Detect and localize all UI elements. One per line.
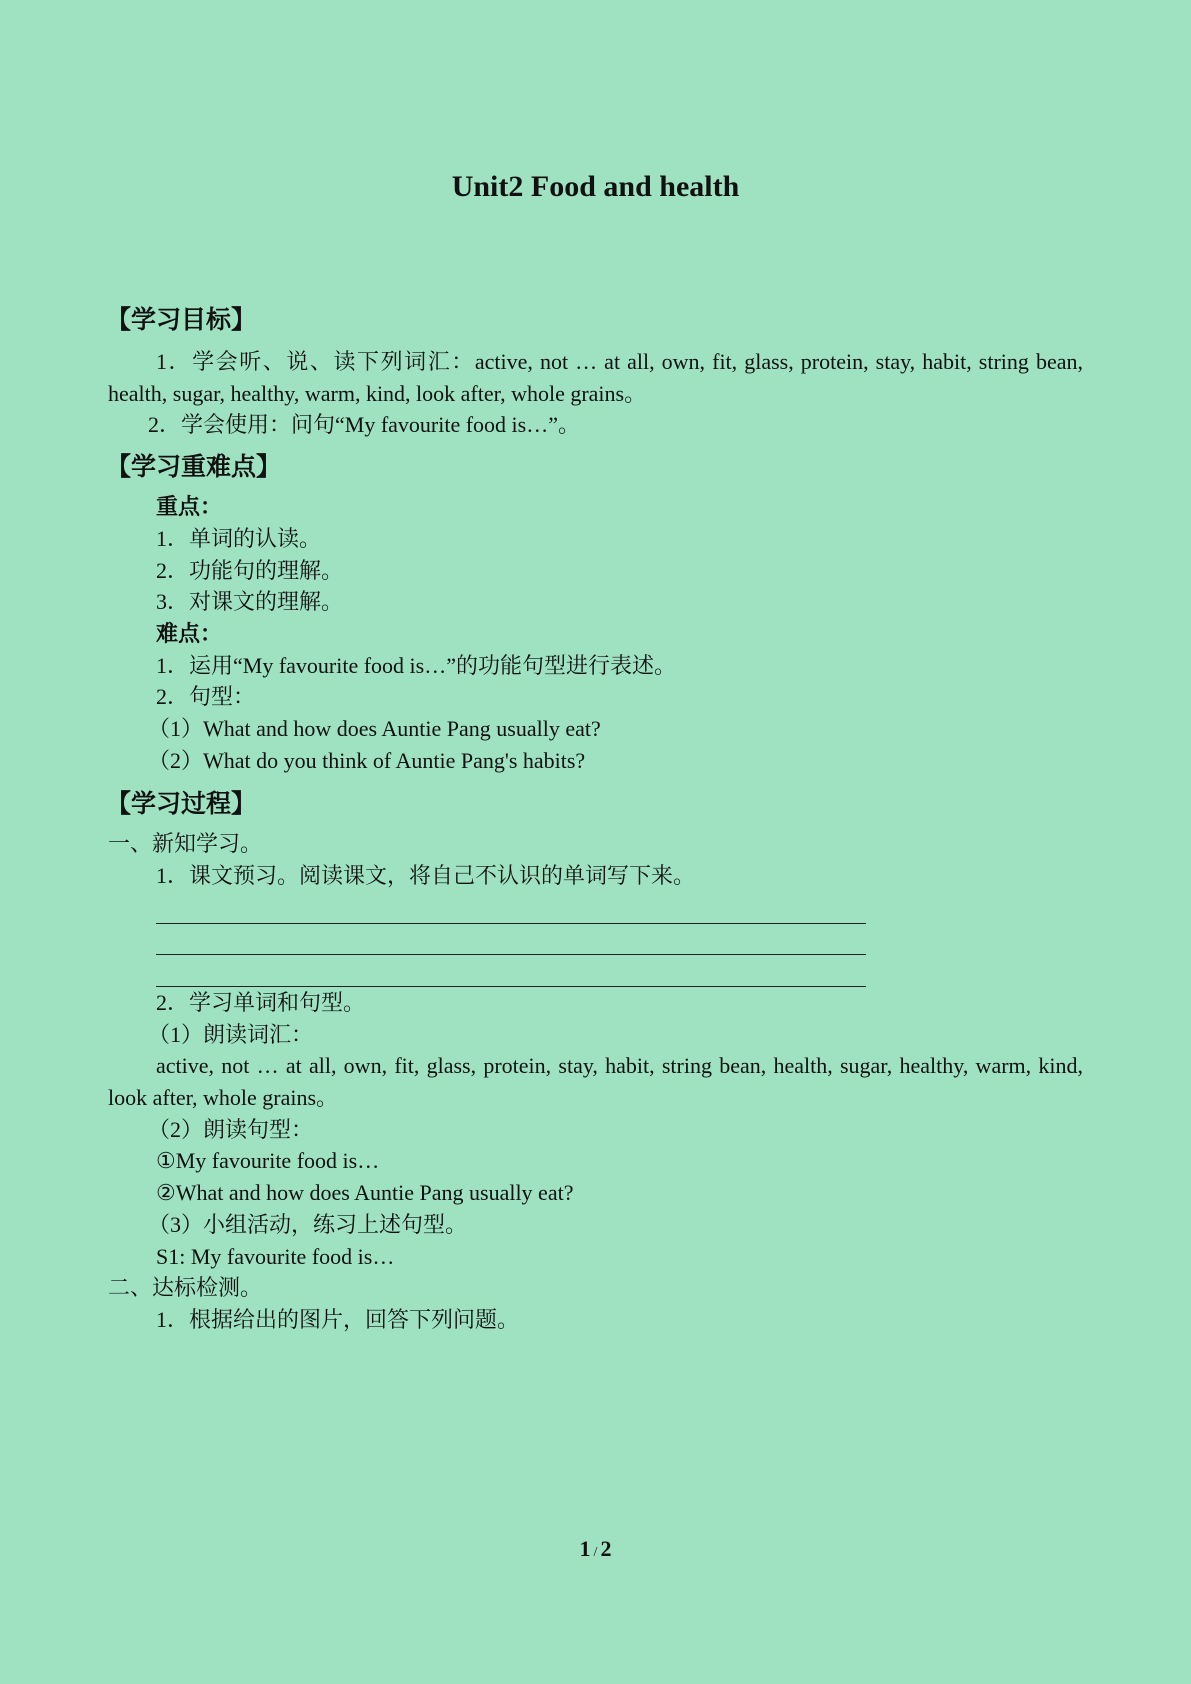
focus-label: 重点：: [156, 494, 223, 520]
test-item-1: 1．根据给出的图片，回答下列问题。: [156, 1306, 520, 1332]
section-heading-process: 【学习过程】: [106, 789, 257, 819]
step-2: 2．学习单词和句型。: [156, 989, 366, 1015]
step-1: 1．课文预习。阅读课文，将自己不认识的单词写下来。: [156, 863, 696, 889]
answer-blank-line[interactable]: [156, 892, 866, 924]
part-1-heading: 一、新知学习。: [108, 831, 263, 857]
sub-step-3: （3）小组活动，练习上述句型。: [148, 1211, 468, 1237]
sentence-pattern-1: （1）What and how does Auntie Pang usually eat?: [148, 716, 601, 742]
sub-step-1: （1）朗读词汇：: [148, 1021, 314, 1047]
objective-item-1: 1．学会听、说、读下列词汇：active, not … at all, own, fit, glass, protein, stay, habit, string bean, health, sugar, healthy, warm, kind, look after, whole grains。: [108, 349, 1083, 406]
pattern-2: ②What and how does Auntie Pang usually eat?: [156, 1180, 574, 1206]
difficulty-item-1: 1．运用“My favourite food is…”的功能句型进行表述。: [156, 652, 676, 678]
part-2-heading: 二、达标检测。: [108, 1275, 263, 1301]
answer-blank-line[interactable]: [156, 955, 866, 987]
sub-step-2: （2）朗读句型：: [148, 1116, 314, 1142]
sentence-pattern-2: （2）What do you think of Auntie Pang's habits?: [148, 747, 586, 773]
difficulty-label: 难点：: [156, 620, 223, 646]
section-heading-key-points: 【学习重难点】: [106, 452, 282, 482]
section-heading-objectives: 【学习目标】: [106, 305, 257, 334]
focus-item-1: 1．单词的认读。: [156, 525, 322, 551]
objective-item-2: 2．学会使用：问句“My favourite food is…”。: [148, 412, 580, 438]
difficulty-item-2: 2．句型：: [156, 684, 256, 710]
page-number: [0, 1536, 1191, 1562]
pattern-1: ①My favourite food is…: [156, 1148, 380, 1174]
page-total: 2: [600, 1536, 612, 1561]
focus-item-2: 2．功能句的理解。: [156, 557, 344, 583]
vocabulary-list: active, not … at all, own, fit, glass, protein, stay, habit, string bean, health, sugar, healthy, warm, kind, look after, whole grains。: [108, 1053, 1083, 1111]
page-separator: /: [593, 1545, 598, 1560]
dialog-line: S1: My favourite food is…: [156, 1243, 395, 1269]
document-body: [108, 302, 1083, 1336]
page-current: 1: [579, 1536, 591, 1561]
page-title: Unit2 Food and health: [451, 170, 740, 203]
focus-item-3: 3．对课文的理解。: [156, 589, 344, 615]
answer-blank-line[interactable]: [156, 924, 866, 956]
